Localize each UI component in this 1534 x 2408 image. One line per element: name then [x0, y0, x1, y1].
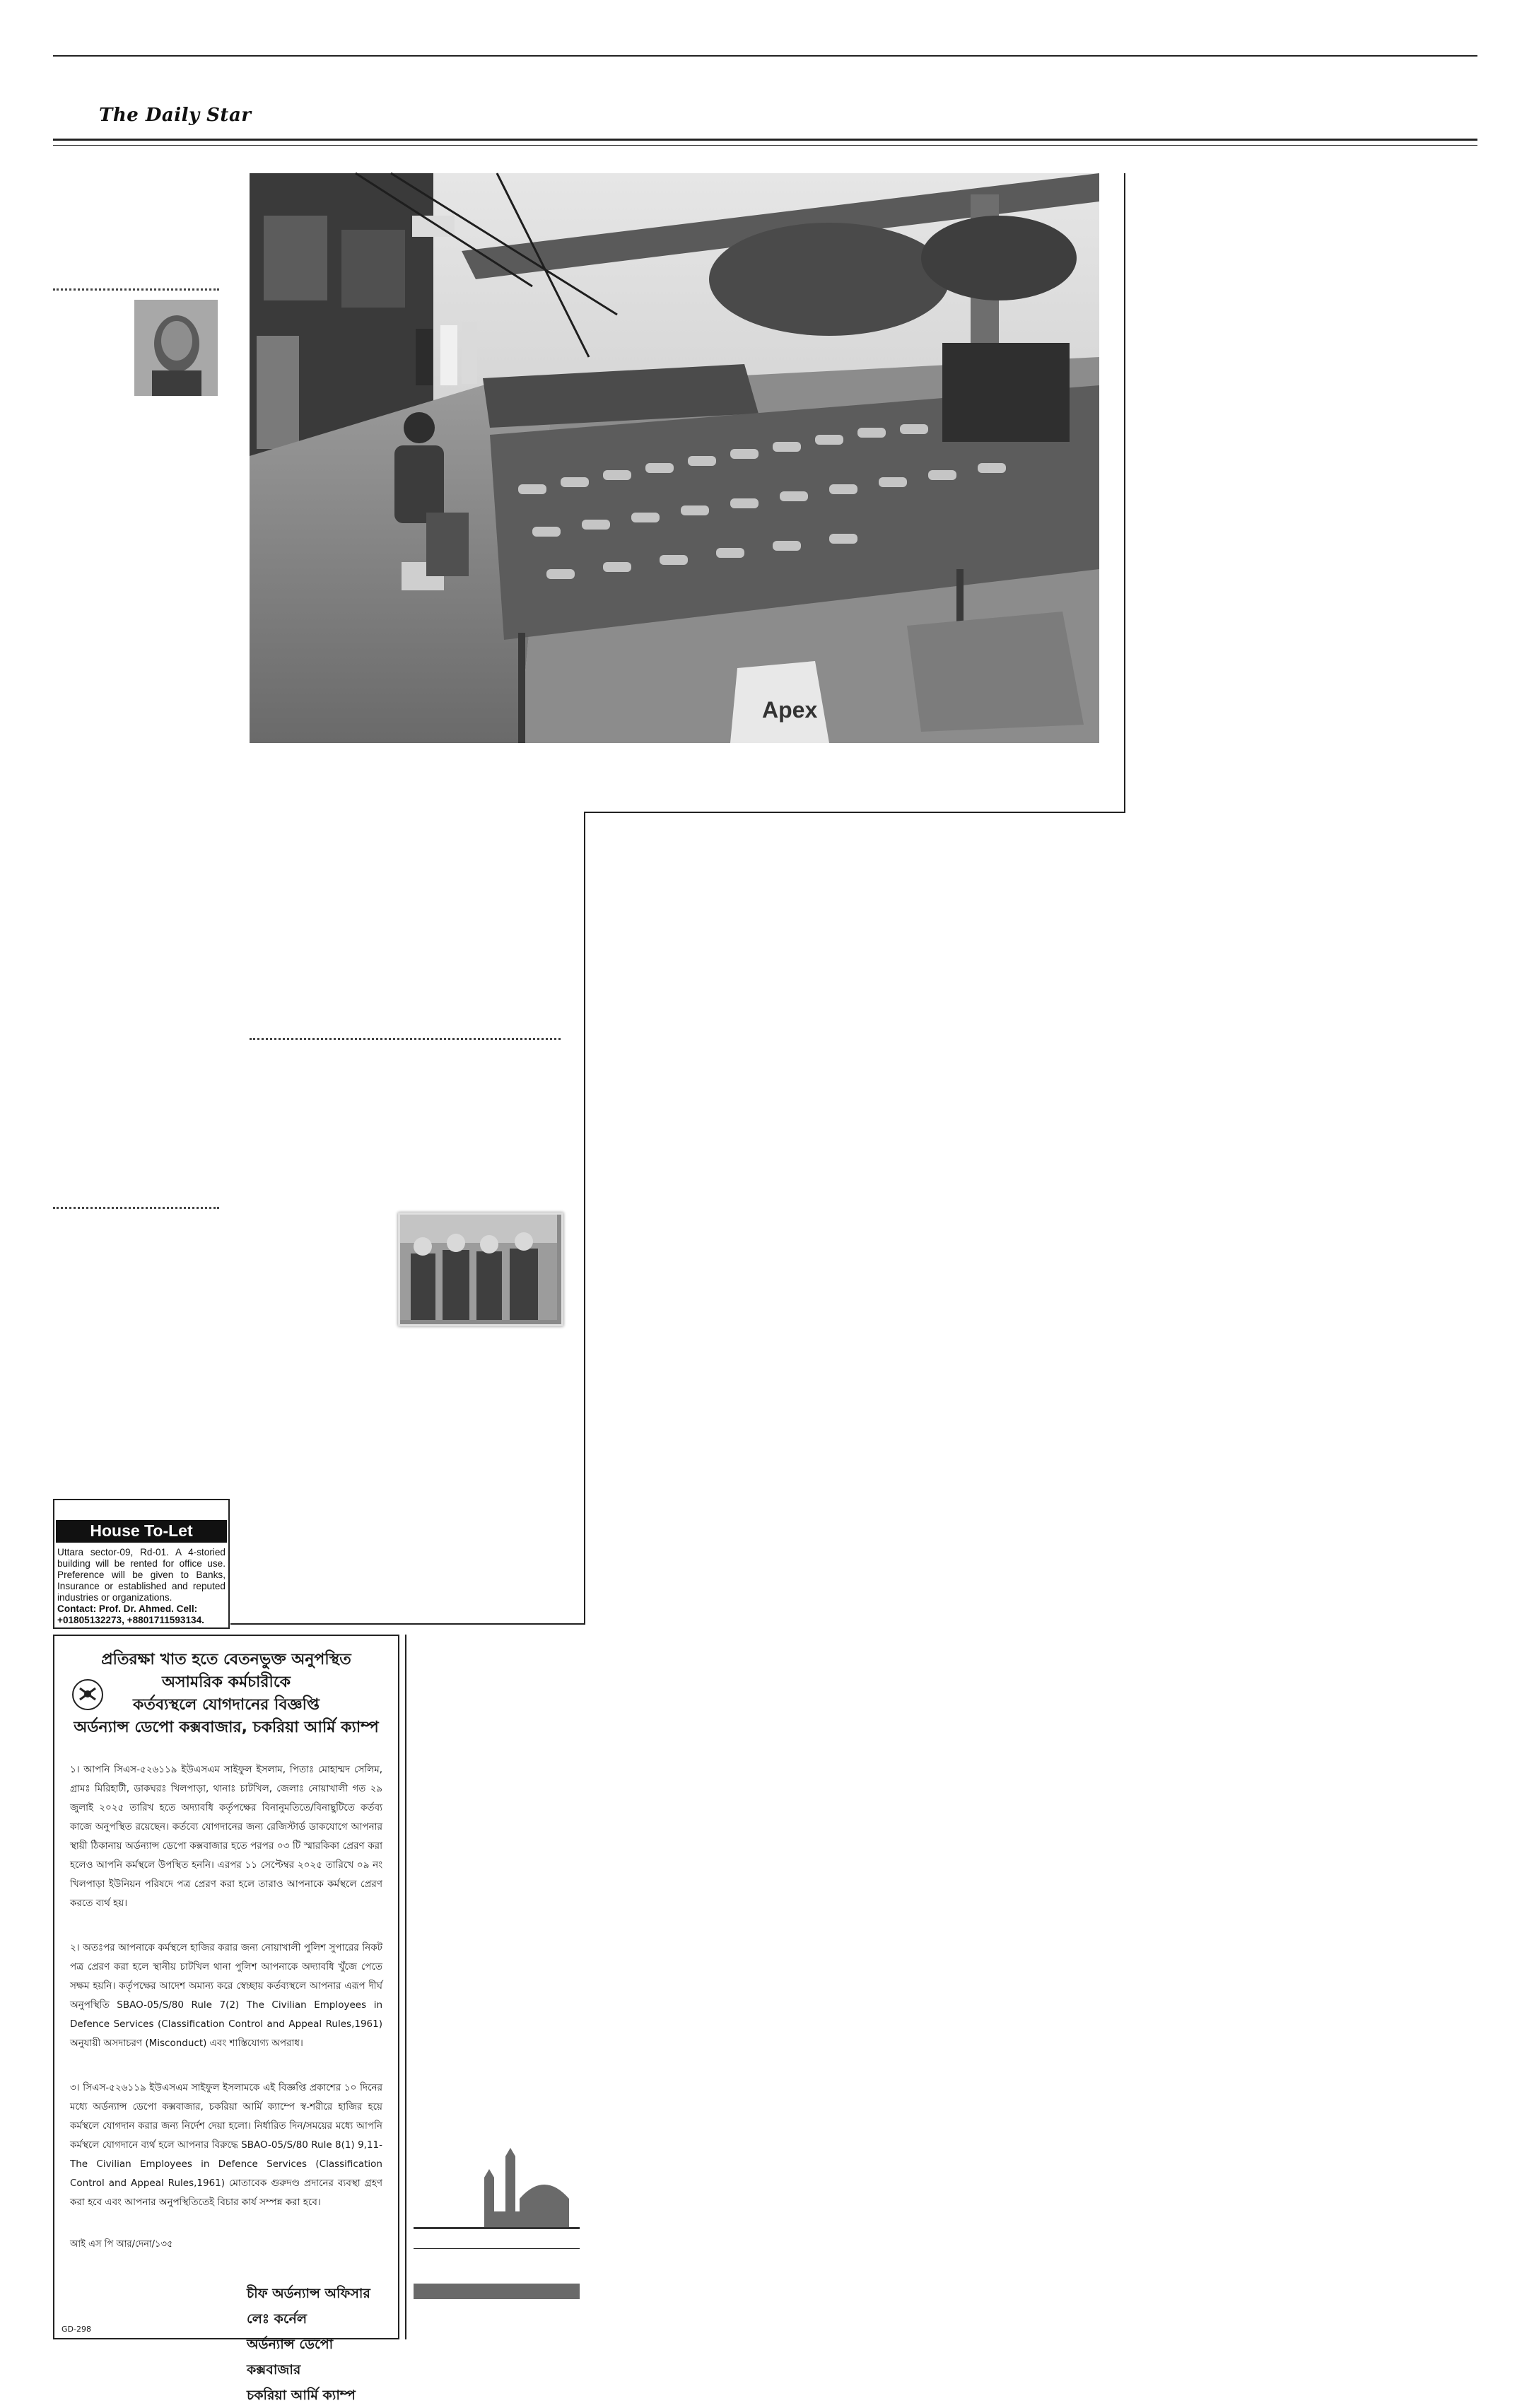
masthead-rule-thick: [53, 139, 1477, 141]
top-rule: [53, 55, 1477, 57]
lower-box-bottom: [230, 1623, 585, 1625]
signature-line: অর্ডন্যান্স ডেপো কক্সবাজার: [247, 2337, 334, 2378]
notice-title-line3: অর্ডন্যান্স ডেপো কক্সবাজার, চকরিয়া আর্মি ক্যাম্প: [74, 1719, 379, 1736]
notice-paragraph-3: ৩। সিএস-৫২৬১১৯ ইউএসএম সাইফুল ইসলামকে এই বিজ্ঞপ্তি প্রকাশের ১০ দিনের মধ্যে অর্ডন্যান্স ডেপো কক্সবাজার, চকরিয়া আর্মি ক্যাম্পে স্ব-শরীরে হাজির হয়ে কর্মস্থলে যোগদান করার জন্য নির্দেশ দেয়া হলো। নির্ধারিত দিন/সময়ের মধ্যে আপনি কর্মস্থলে যোগদানে ব্যর্থ হলে আপনার বিরুদ্ধে SBAO-05/S/80 Rule 8(1) 9,11- The Civilian Employees in Defence Services (Classification Control and Appeal Rules,1961) মোতাবেক গুরুদণ্ড প্রদানের ব্যবস্থা গ্রহণ করা হবে এবং আপনার অনুপস্থিতিতেই বিচার কার্য সম্পন্ন করা হবে।: [70, 2082, 382, 2208]
ad-heading: House To-Let: [56, 1520, 227, 1543]
column-separator: [53, 288, 219, 291]
story-frame-bottom: [584, 812, 1125, 813]
notice-signature-block: [247, 2281, 382, 2408]
house-to-let-ad: [53, 1499, 230, 1629]
notice-code: GD-298: [62, 2325, 91, 2334]
signature-line: চকরিয়া আর্মি ক্যাম্প: [247, 2387, 356, 2403]
prayer-times-bar: [414, 2284, 580, 2299]
notice-reference: আই এস পি আর/দেনা/১৩৫: [70, 2239, 173, 2250]
masthead-rule-thin: [53, 145, 1477, 146]
story-frame-right: [1124, 173, 1125, 813]
signature-line: লেঃ কর্নেল: [247, 2311, 308, 2327]
column-separator: [250, 1038, 561, 1040]
column-separator: [53, 1207, 219, 1209]
column-rule: [405, 1635, 406, 2339]
prayer-times-rule: [414, 2248, 580, 2249]
army-emblem-icon: [71, 1678, 104, 1711]
masthead-logo: The Daily Star: [99, 105, 252, 126]
main-photo-street-shoe-stall: [250, 173, 1099, 743]
columnist-headshot: [134, 300, 218, 396]
notice-paragraph-1: ১। আপনি সিএস-৫২৬১১৯ ইউএসএম সাইফুল ইসলাম, পিতাঃ মোহাম্মদ সেলিম, গ্রামঃ মিরিহাটী, ডাকঘরঃ খিলপাড়া, থানাঃ চাটখিল, জেলাঃ নোয়াখালী গত ২৯ জুলাই ২০২৫ তারিখ হতে অদ্যাবধি কর্তৃপক্ষের বিনানুমতিতে/বিনাছুটিতে কর্তব্য কাজে অনুপস্থিত রয়েছেন। কর্তব্যে যোগদানের জন্য রেজিস্টার্ড ডাকযোগে আপনার স্থায়ী ঠিকানায় অর্ডন্যান্স ডেপো কক্সবাজার হতে পরপর ০৩ টি স্মারকিকা প্রেরণ করা হলেও আপনি কর্মস্থলে উপস্থিত হননি। এরপর ১১ সেপ্টেম্বর ২০২৫ তারিখে ০৯ নং খিলপাড়া ইউনিয়ন পরিষদে পত্র প্রেরণ করা হলে তারাও আপনাকে কর্মস্থলে প্রেরণ করতে ব্যর্থ হয়।: [70, 1764, 382, 1909]
notice-paragraph-2: ২। অতঃপর আপনাকে কর্মস্থলে হাজির করার জন্য নোয়াখালী পুলিশ সুপারের নিকট পত্র প্রেরণ করা হলে স্থানীয় চাটখিল থানা পুলিশ আপনাকে অদ্যাবধি খুঁজে পেতে সক্ষম হয়নি। কর্তৃপক্ষের আদেশ অমান্য করে স্বেচ্ছায় কর্তব্যস্থলে আপনার এরূপ দীর্ঘ অনুপস্থিতি SBAO-05/S/80 Rule 7(2) The Civilian Employees in Defence Services (Classification Control and Appeal Rules,1961) অনুযায়ী অসদাচরণ (Misconduct) এবং শাস্তিযোগ্য অপরাধ।: [70, 1942, 382, 2049]
notice-title-line2: কর্তব্যস্থলে যোগদানের বিজ্ঞপ্তি: [132, 1696, 320, 1714]
apex-bag-label: Apex: [762, 697, 818, 723]
story-frame-divider: [584, 812, 585, 1625]
defence-notice-ad: [53, 1635, 399, 2403]
group-photo: [398, 1212, 563, 1326]
notice-title-line1: প্রতিরক্ষা খাত হতে বেতনভুক্ত অনুপস্থিত অসামরিক কর্মচারীকে: [101, 1651, 351, 1691]
mosque-icon: [414, 2149, 580, 2238]
signature-line: চীফ অর্ডন্যান্স অফিসার: [247, 2286, 370, 2301]
ad-body: Uttara sector-09, Rd-01. A 4-storied building will be rented for office use. Preference will be given to Banks, Insurance or established and reputed industries or organizations.: [57, 1547, 226, 1603]
ad-contact: Contact: Prof. Dr. Ahmed. Cell: +01805132273, +8801711593134.: [57, 1603, 204, 1625]
